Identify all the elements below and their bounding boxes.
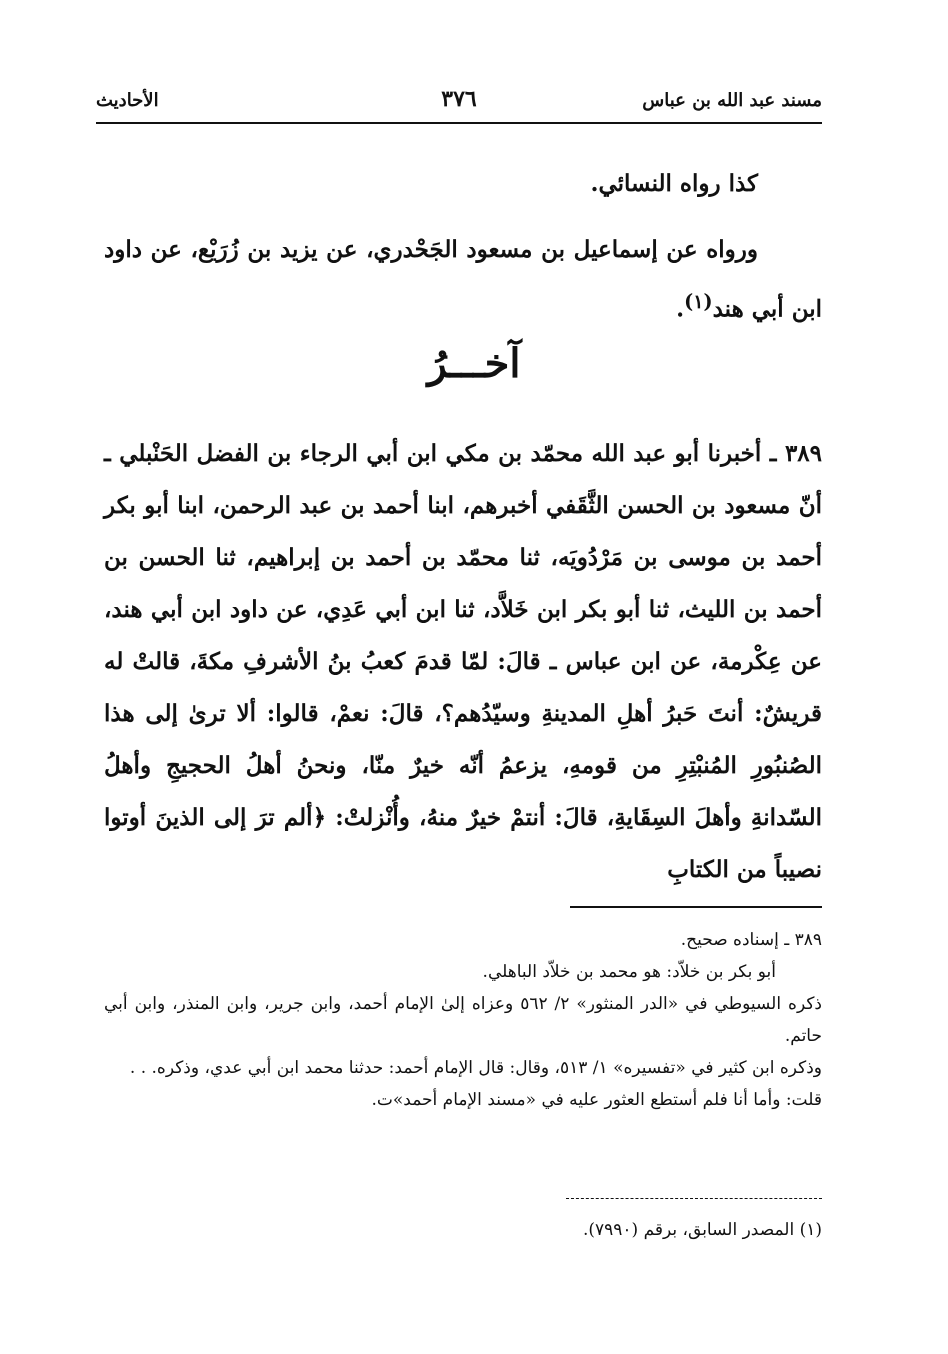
dashed-rule	[566, 1198, 822, 1199]
running-title-left: الأحاديث	[96, 90, 159, 111]
footnote-line-2: أبو بكر بن خلاّد: هو محمد بن خلاّد الباهلي.	[482, 962, 776, 982]
hadith-paragraph	[104, 428, 822, 896]
footnote-line-3: ذكره السيوطي في «الدر المنثور» ٢/ ٥٦٢ وعزاه إلىٰ الإمام أحمد، وابن جرير، وابن المنذر، وابن أبي حاتم.	[104, 994, 823, 1046]
header-rule	[96, 122, 822, 124]
paragraph-2-end: .	[676, 295, 685, 323]
footnotes	[104, 924, 822, 1116]
footnote-line-1: ٣٨٩ ـ إسناده صحيح.	[680, 930, 822, 950]
paragraph-2-text: ورواه عن إسماعيل بن مسعود الجَحْدري، عن يزيد بن زُرَيْع، عن داود ابن أبي هند	[104, 236, 822, 323]
section-heading: آخـــرُ	[427, 340, 521, 387]
page-number: ٣٧٦	[441, 86, 477, 112]
footnote-rule	[570, 906, 822, 908]
bottom-note: (١) المصدر السابق، برقم (٧٩٩٠).	[582, 1220, 822, 1240]
paragraph-2	[104, 224, 822, 336]
footnote-line-4: وذكره ابن كثير في «تفسيره» ١/ ٥١٣، وقال: قال الإمام أحمد: حدثنا محمد ابن أبي عدي، وذكره. . .	[129, 1058, 822, 1078]
footnote-line-5: قلت: وأما أنا فلم أستطع العثور عليه في «مسند الإمام أحمد»ت.	[371, 1090, 822, 1110]
hadith-number: ٣٨٩	[784, 440, 822, 467]
page-header	[96, 84, 822, 120]
paragraph-1: كذا رواه النسائي.	[590, 170, 758, 197]
running-title-right: مسند عبد الله بن عباس	[642, 90, 822, 111]
hadith-text: ـ أخبرنا أبو عبد الله محمّد بن مكي ابن أبي الرجاء بن الفضل الحَنْبلي ـ أنّ مسعود بن الحسن الثَّقَفي أخبرهم، ابنا أحمد بن عبد الرحمن، ابنا أبو بكر أحمد بن موسى بن مَرْدُويَه، ثنا محمّد بن أحمد بن إبراهيم، ثنا الحسن بن أحمد بن الليث، ثنا أبو بكر ابن خَلاَّد، ثنا ابن أبي عَدِي، عن داود ابن أبي هند، عن عِكْرمة، عن ابن عباس ـ قالَ: لمّا قدمَ كعبُ بنُ الأشرفِ مكةَ، قالتْ له قريشٌ: أنتَ حَبرُ أهلِ المدينةِ وسيّدُهم؟، قالَ: نعمْ، قالوا: ألا ترىٰ إلى هذا الصُنبُورِ المُنبْتِرِ من قومهِ، يزعمُ أنّه خيرٌ منّا، ونحنُ أهلُ الحجيجِ وأهلُ السّدانةِ وأهلَ السِقَايةِ، قالَ: أنتمْ خيرٌ منهُ، وأُنْزلتْ: ﴿ألم ترَ إلى الذينَ أوتوا نصيباً من الكتابِ	[104, 440, 822, 883]
footnote-ref: (١)	[684, 290, 713, 313]
